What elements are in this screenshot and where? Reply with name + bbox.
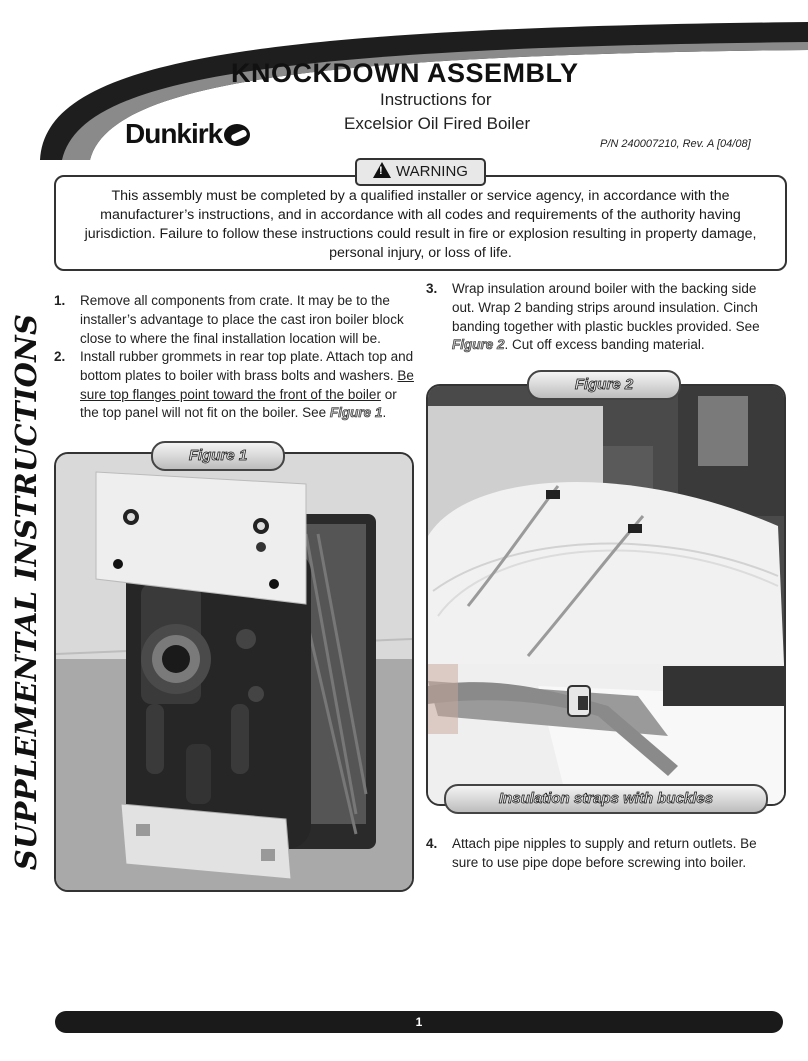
step-2: 2. Install rubber grommets in rear top plate. Attach top and bottom plates to boiler with brass bolts and washers. Be sure top flanges point toward the front of the boiler or the top panel will not fit on the boiler. See Figure 1. [54, 349, 414, 421]
figure-2-frame [426, 384, 786, 806]
figure-1-link[interactable]: Figure 1 [329, 405, 383, 421]
figure-2-link[interactable]: Figure 2 [452, 337, 505, 353]
step-3: 3. Wrap insulation around boiler with the backing side out. Wrap 2 banding strips around insulation. Cinch banding together with plastic buckles provided. See Figure 2. Cut off excess banding material. [426, 281, 760, 353]
dunkirk-logo: Dunkirk [125, 118, 250, 150]
part-number: P/N 240007210, Rev. A [04/08] [600, 138, 751, 150]
step-1: 1. Remove all components from crate. It may be to the installer’s advantage to place the cast iron boiler block close to where the final installation location will be. [54, 293, 404, 346]
warning-box [54, 175, 787, 271]
warning-text: This assembly must be completed by a qualified installer or service agency, in accordance with the manufacturer’s instructions, and in accordance with all codes and requirements of the authority having jurisdiction. Failure to follow these instructions could result in fire or explosion resulting in property damage, personal injury, or loss of life. [84, 188, 757, 261]
figure-2-label: Figure 2 [527, 370, 681, 400]
figure-1-label: Figure 1 [151, 441, 285, 471]
warning-tag: !WARNING [355, 158, 486, 186]
figure-1-photo [56, 454, 412, 890]
page-title: KNOCKDOWN ASSEMBLY [231, 58, 579, 88]
subtitle-line-2: Excelsior Oil Fired Boiler [344, 114, 531, 133]
page-number: 1 [415, 1015, 423, 1029]
subtitle-line-1: Instructions for [380, 90, 492, 109]
figure-2-caption: Insulation straps with buckles [444, 784, 768, 814]
page-number-bar [55, 1011, 783, 1033]
figure-1-frame [54, 452, 414, 892]
warning-triangle-icon [373, 162, 391, 178]
figure-2-photo [428, 386, 784, 804]
step-4: 4. Attach pipe nipples to supply and return outlets. Be sure to use pipe dope before screwing into boiler. [426, 836, 757, 870]
sidebar-title: SUPPLEMENTAL INSTRUCTIONS [9, 313, 43, 871]
